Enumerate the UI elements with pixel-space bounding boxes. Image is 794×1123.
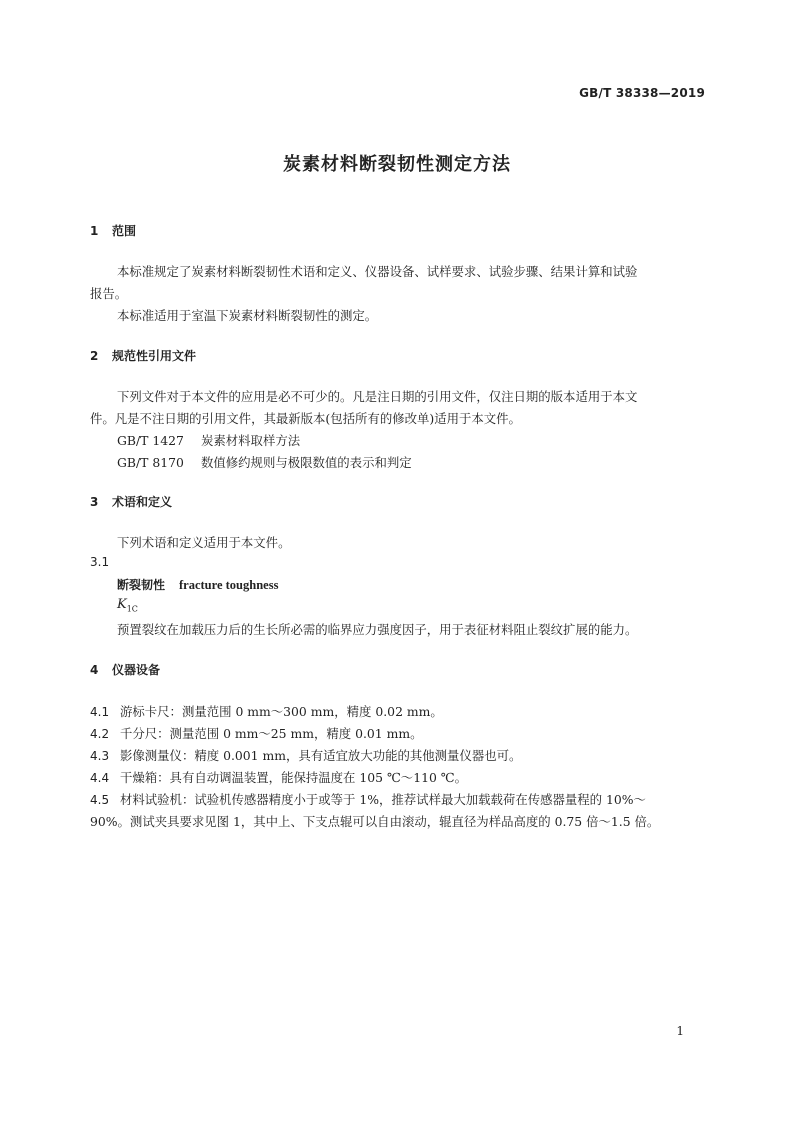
reference-item [117, 431, 300, 449]
clause-continuation: 90%。测试夹具要求见图 1，其中上、下支点辊可以自由滚动，辊直径为样品高度的 0.75 倍～1.5 倍。 [90, 814, 660, 829]
reference-name: 炭素材料取样方法 [201, 433, 301, 448]
clause-item [90, 768, 467, 786]
clause-number: 4.2 [90, 727, 110, 741]
symbol-base: K [117, 597, 127, 612]
paragraph: 本标准规定了炭素材料断裂韧性术语和定义、仪器设备、试样要求、试验步骤、结果计算和试验 [117, 264, 638, 279]
clause-text: 游标卡尺：测量范围 0 mm～300 mm，精度 0.02 mm。 [120, 704, 443, 719]
clause-number: 4.3 [90, 749, 110, 763]
paragraph: 本标准适用于室温下炭素材料断裂韧性的测定。 [117, 308, 378, 323]
paragraph-continuation: 报告。 [90, 286, 128, 301]
clause-text: 影像测量仪：精度 0.001 mm，具有适宜放大功能的其他测量仪器也可。 [120, 748, 522, 763]
section-4-heading [90, 661, 160, 678]
section-3-heading [90, 493, 172, 510]
clause-item [90, 790, 646, 808]
standard-code: GB/T 38338—2019 [579, 86, 705, 100]
clause-item [90, 702, 443, 720]
clause-text: 干燥箱：具有自动调温装置，能保持温度在 105 ℃～110 ℃。 [120, 770, 468, 785]
clause-item [90, 724, 423, 742]
term-entry [117, 576, 278, 593]
section-title: 范围 [112, 224, 137, 238]
term-symbol [117, 597, 138, 614]
section-number: 3 [90, 495, 99, 509]
clause-text: 千分尺：测量范围 0 mm～25 mm，精度 0.01 mm。 [120, 726, 423, 741]
page-number: 1 [676, 1024, 684, 1038]
section-number: 1 [90, 224, 99, 238]
term-definition: 预置裂纹在加载压力后的生长所必需的临界应力强度因子，用于表征材料阻止裂纹扩展的能力。 [117, 622, 638, 637]
paragraph: 下列术语和定义适用于本文件。 [117, 535, 291, 550]
reference-name: 数值修约规则与极限数值的表示和判定 [201, 455, 412, 470]
section-1-heading [90, 222, 136, 239]
document-title: 炭素材料断裂韧性测定方法 [283, 154, 511, 175]
reference-item [117, 453, 412, 471]
term-number: 3.1 [90, 555, 110, 569]
clause-number: 4.1 [90, 705, 110, 719]
section-number: 4 [90, 663, 99, 677]
section-2-heading [90, 347, 196, 364]
reference-code: GB/T 1427 [117, 433, 184, 448]
clause-number: 4.5 [90, 793, 110, 807]
symbol-subscript: 1C [126, 604, 138, 614]
clause-text: 材料试验机：试验机传感器精度小于或等于 1%，推荐试样最大加载载荷在传感器量程的 10%～ [120, 792, 646, 807]
section-title: 术语和定义 [112, 495, 173, 509]
paragraph-continuation: 件。凡是不注日期的引用文件，其最新版本(包括所有的修改单)适用于本文件。 [90, 411, 521, 426]
term-chinese: 断裂韧性 [117, 578, 166, 592]
reference-code: GB/T 8170 [117, 455, 184, 470]
section-number: 2 [90, 349, 99, 363]
section-title: 仪器设备 [112, 663, 161, 677]
section-title: 规范性引用文件 [112, 349, 197, 363]
clause-number: 4.4 [90, 771, 110, 785]
clause-item [90, 746, 521, 764]
paragraph: 下列文件对于本文件的应用是必不可少的。凡是注日期的引用文件，仅注日期的版本适用于本文 [117, 389, 638, 404]
term-english: fracture toughness [179, 578, 279, 592]
